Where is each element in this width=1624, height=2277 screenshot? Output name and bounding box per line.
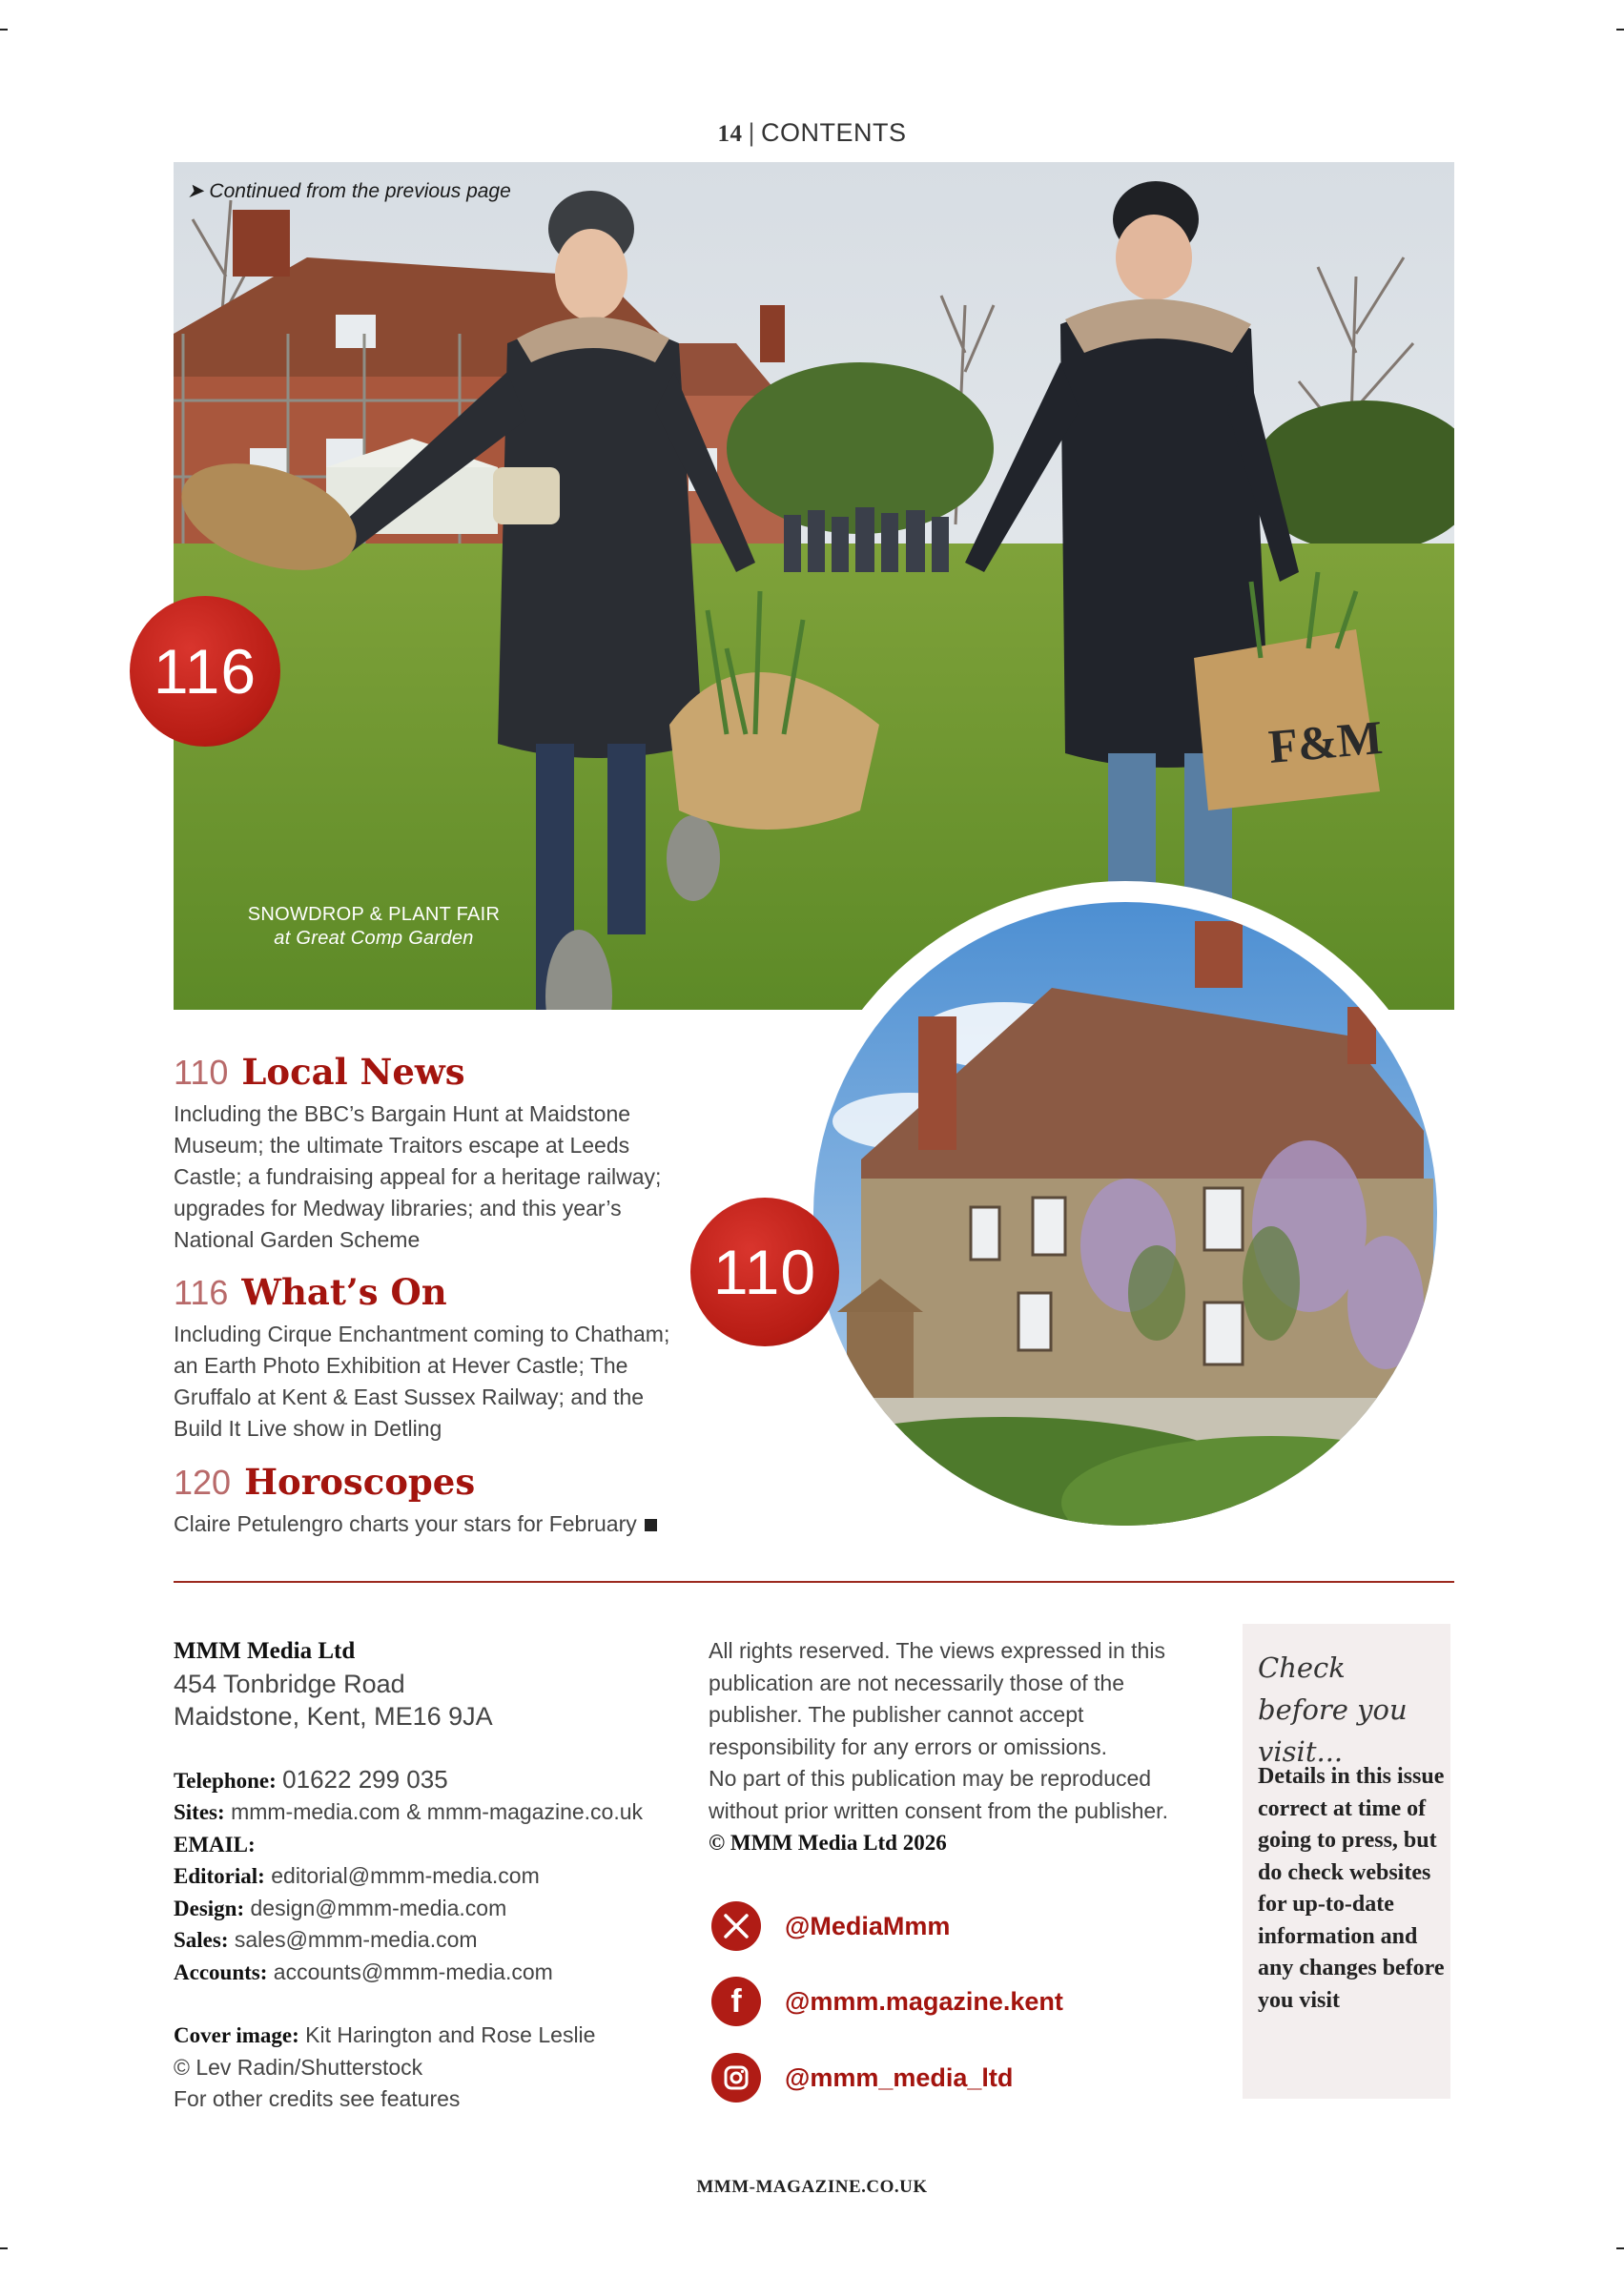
- toc-entry: [174, 1461, 689, 1540]
- toc-title: Horoscopes: [244, 1461, 476, 1503]
- toc-description-text: Claire Petulengro charts your stars for February: [174, 1511, 637, 1536]
- copyright: © MMM Media Ltd 2026: [709, 1831, 947, 1855]
- editorial-row: [174, 1860, 669, 1893]
- toc-entry: [174, 1271, 689, 1445]
- toc-page-number: 110: [174, 1053, 229, 1092]
- end-mark-icon: [645, 1519, 657, 1531]
- cover-value: Kit Harington and Rose Leslie: [305, 2022, 596, 2047]
- visit-notice: [1243, 1624, 1450, 2099]
- editorial-label: Editorial:: [174, 1864, 265, 1888]
- address-line2: Maidstone, Kent, ME16 9JA: [174, 1701, 493, 1731]
- instagram-handle[interactable]: @mmm_media_ltd: [785, 2062, 1014, 2092]
- hero-photo: [174, 162, 1454, 1010]
- toc-title: Local News: [241, 1051, 465, 1093]
- photo-caption: [174, 903, 574, 951]
- page-number: 14: [717, 121, 743, 147]
- other-credits: For other credits see features: [174, 2086, 461, 2111]
- design-email[interactable]: design@mmm-media.com: [250, 1895, 507, 1920]
- toc-description: Including Cirque Enchantment coming to Chatham; an Earth Photo Exhibition at Hever Castle; The Gruffalo at Kent & East Sussex Railway; and the Build It Live show in Detling: [174, 1322, 670, 1441]
- x-handle[interactable]: @MediaMmm: [785, 1911, 951, 1940]
- email-heading: EMAIL:: [174, 1832, 256, 1856]
- reproduction-text: No part of this publication may be reproduced without prior written consent from the publisher.: [709, 1766, 1168, 1823]
- caption-line2: at Great Comp Garden: [274, 928, 474, 949]
- cover-credit: © Lev Radin/Shutterstock: [174, 2054, 423, 2080]
- page-header: [0, 118, 1624, 148]
- instagram-icon: [711, 2053, 761, 2103]
- social-instagram[interactable]: [711, 2053, 1013, 2103]
- telephone-value: 01622 299 035: [282, 1764, 448, 1794]
- design-row: [174, 1893, 669, 1925]
- toc-description: [174, 1508, 689, 1540]
- telephone-label: Telephone:: [174, 1768, 277, 1793]
- accounts-label: Accounts:: [174, 1959, 268, 1984]
- telephone-row: [174, 1764, 669, 1797]
- accounts-row: [174, 1957, 669, 1989]
- toc-entry: [174, 1051, 689, 1256]
- facebook-handle[interactable]: @mmm.magazine.kent: [785, 1986, 1063, 2016]
- crop-mark: [1616, 2247, 1624, 2249]
- house-illustration: [813, 902, 1437, 1526]
- notice-heading: Check before you visit...: [1258, 1651, 1408, 1768]
- toc-page-number: 120: [174, 1463, 232, 1502]
- toc-description: Including the BBC’s Bargain Hunt at Maidstone Museum; the ultimate Traitors escape at Leeds Castle; a fundraising appeal for a heritage railway; upgrades for Medway libraries; and this year’s National Garden Scheme: [174, 1101, 662, 1252]
- toc-title: What’s On: [241, 1271, 447, 1313]
- legal-info: [709, 1635, 1185, 1859]
- crop-mark: [0, 29, 8, 31]
- hero-photo-illustration: [174, 162, 1454, 1010]
- social-x[interactable]: [711, 1901, 950, 1951]
- sites-row: [174, 1796, 669, 1829]
- page-badge-110: 110: [690, 1198, 839, 1346]
- cover-row: [174, 2020, 669, 2052]
- sales-row: [174, 1924, 669, 1957]
- continued-note: ➤ Continued from the previous page: [187, 180, 511, 202]
- cover-label: Cover image:: [174, 2023, 299, 2047]
- company-name: MMM Media Ltd: [174, 1638, 356, 1664]
- sites-label: Sites:: [174, 1800, 225, 1824]
- site-footer: MMM-MAGAZINE.CO.UK: [696, 2177, 928, 2197]
- section-title: CONTENTS: [761, 118, 907, 147]
- sales-email[interactable]: sales@mmm-media.com: [234, 1927, 478, 1952]
- page-badge-116: 116: [130, 596, 280, 747]
- facebook-icon: f: [711, 1977, 761, 2026]
- legal-text: All rights reserved. The views expressed in this publication are not necessarily those of the publisher. The publisher cannot accept responsibility for any errors or omissions.: [709, 1638, 1165, 1759]
- sites-value[interactable]: mmm-media.com & mmm-magazine.co.uk: [231, 1799, 644, 1824]
- header-separator: |: [748, 118, 755, 147]
- caption-line1: SNOWDROP & PLANT FAIR: [247, 904, 501, 925]
- crop-mark: [0, 2247, 8, 2249]
- sales-label: Sales:: [174, 1928, 229, 1952]
- x-icon: [711, 1901, 761, 1951]
- svg-text:F&M: F&M: [1266, 709, 1385, 773]
- accounts-email[interactable]: accounts@mmm-media.com: [273, 1959, 553, 1984]
- crop-mark: [1616, 29, 1624, 31]
- social-facebook[interactable]: [711, 1977, 1063, 2026]
- company-info: [174, 1635, 669, 2116]
- notice-text: Details in this issue correct at time of going to press, but do check websites for up-to-date information and any changes before you visit: [1258, 1764, 1445, 2013]
- section-divider: [174, 1581, 1454, 1583]
- address-line1: 454 Tonbridge Road: [174, 1669, 405, 1698]
- editorial-email[interactable]: editorial@mmm-media.com: [271, 1863, 540, 1888]
- toc-page-number: 116: [174, 1273, 229, 1312]
- circle-photo: [813, 902, 1437, 1526]
- design-label: Design:: [174, 1896, 245, 1920]
